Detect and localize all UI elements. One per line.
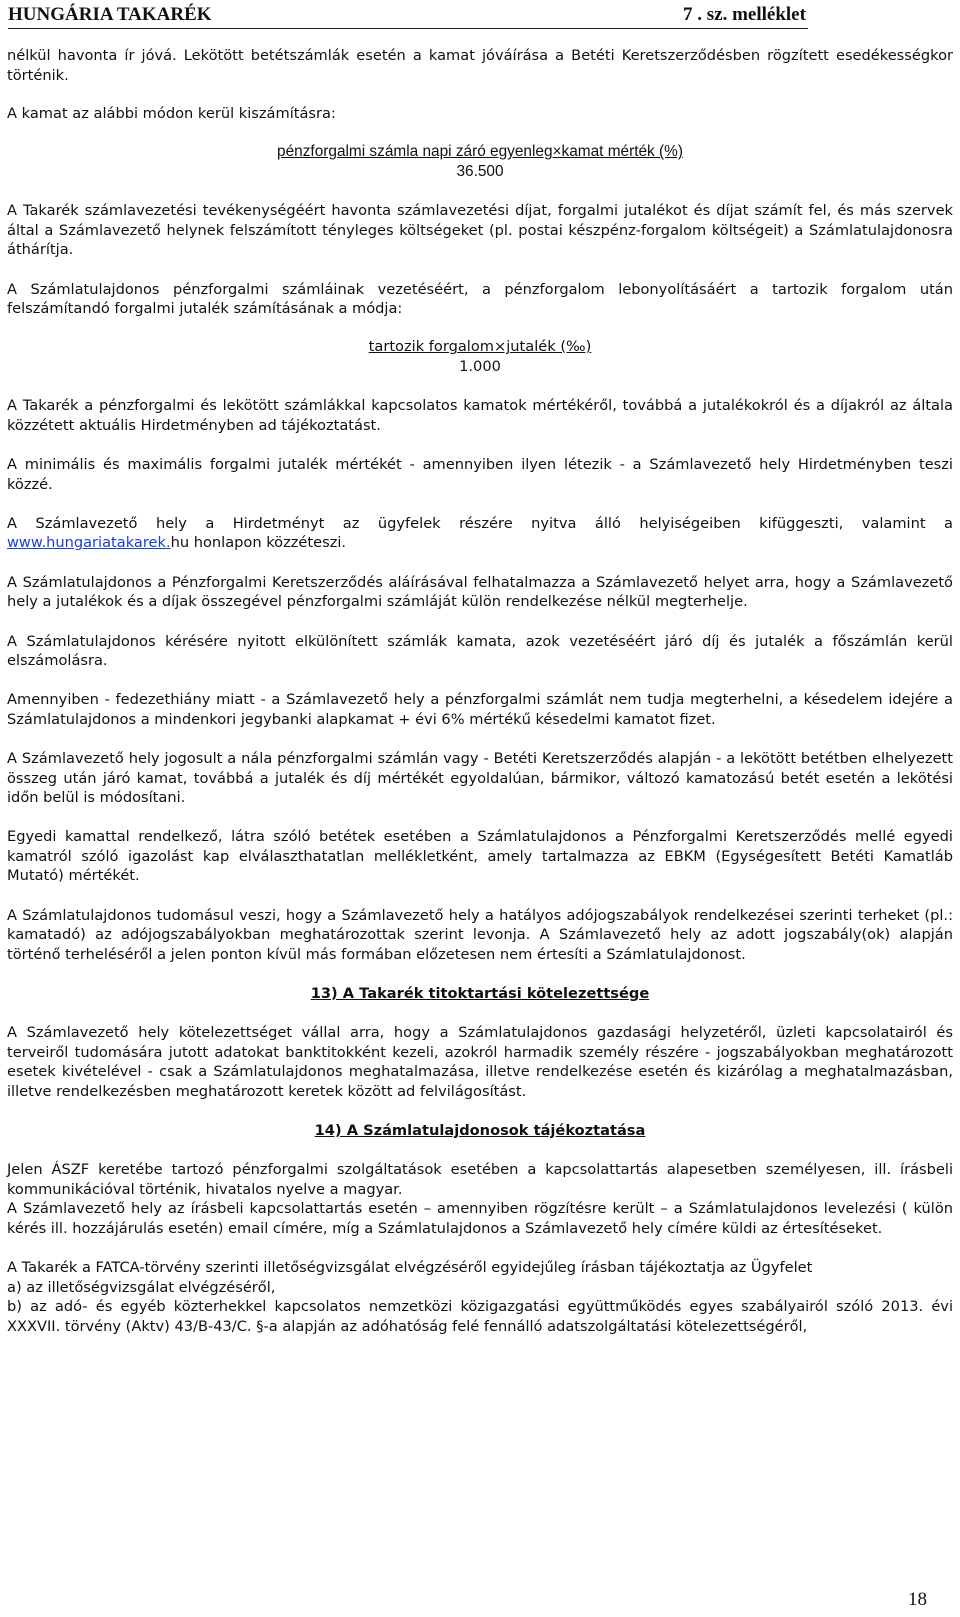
header-annex-label: 7 . sz. melléklet xyxy=(683,4,806,25)
publication-text-after: hu honlapon közzéteszi. xyxy=(170,534,347,552)
document-body xyxy=(7,46,953,1336)
commission-formula-denominator: 1.000 xyxy=(459,357,501,375)
interest-formula xyxy=(7,142,953,181)
commission-formula xyxy=(7,337,953,376)
paragraph-separate-accounts: A Számlatulajdonos kérésére nyitott elkülönített számlák kamata, azok vezetéséért járó díj és jutalék a főszámlán kerül elszámolásra. xyxy=(7,632,953,670)
paragraph-ebkm: Egyedi kamattal rendelkező, látra szóló betétek esetében a Számlatulajdonos a Pénzforgalmi Keretszerződés mellé egyedi kamatról szóló igazolást kap elválaszthatatlan mellékletként, amely tartalmazza az EBKM (Egységesített Betéti Kamatláb Mutató) mértékét. xyxy=(7,828,953,885)
interest-formula-denominator: 36.500 xyxy=(456,162,504,180)
paragraph-late-interest: Amennyiben - fedezethiány miatt - a Számlavezető hely a pénzforgalmi számlát nem tudja megterhelni, a késedelem idejére a Számlatulajdonos a mindenkori jegybanki alapkamat + évi 6% mértékű késedelmi kamatot fizet. xyxy=(7,691,953,728)
paragraph-fatca: A Takarék a FATCA-törvény szerinti illetőségvizsgálat elvégzéséről egyidejűleg írásban tájékoztatja az Ügyfelet xyxy=(7,1259,813,1277)
commission-formula-numerator: tartozik forgalom×jutalék (‰) xyxy=(368,338,592,356)
paragraph-fees: A Takarék számlavezetési tevékenységéért havonta számlavezetési díjat, forgalmi jutalékot és díjat számít fel, és más szervek által a Számlavezető helynek felszámított tényleges költségeket (pl. postai készpénz-forgalom költségeit) a Számlatulajdonosra áthárítja. xyxy=(7,202,953,259)
interest-formula-numerator: pénzforgalmi számla napi záró egyenleg×kamat mérték (%) xyxy=(277,143,683,161)
paragraph-announcement: A Takarék a pénzforgalmi és lekötött számlákkal kapcsolatos kamatok mértékéről, továbbá a jutalékokról és a díjakról az általa közzétett aktuális Hirdetményben ad tájékoztatást. xyxy=(7,397,953,434)
paragraph-interest-credit: nélkül havonta ír jóvá. Lekötött betétszámlák esetén a kamat jóváírása a Betéti Keretszerződésben rögzített esedékességkor történik. xyxy=(7,47,953,84)
paragraph-bank-secrecy: A Számlavezető hely kötelezettséget vállal arra, hogy a Számlatulajdonos gazdasági helyzetéről, üzleti kapcsolatairól és terveiről tudomására jutott adatokat banktitokként kezeli, azokról harmadik személy részére - jogszabályokban meghatározott esetek kivételével - csak a Számlatulajdonos meghatalmazása, illetve rendelkezése esetén és kizárólag a meghatalmazásban, illetve rendelkezésben meghatározott keretek között ad felvilágosítást. xyxy=(7,1024,953,1100)
section-heading-information: 14) A Számlatulajdonosok tájékoztatása xyxy=(314,1122,646,1140)
page-number: 18 xyxy=(908,1589,927,1610)
list-item-fatca-b: b) az adó- és egyéb közterhekkel kapcsolatos nemzetközi közigazgatási együttműködés egyes szabályairól szóló 2013. évi XXXVII. törvény (Aktv) 43/B-43/C. §-a alapján az adóhatóság felé fennálló adatszolgáltatási kötelezettségéről, xyxy=(7,1298,953,1335)
list-item-fatca-a: a) az illetőségvizsgálat elvégzéséről, xyxy=(7,1278,276,1296)
paragraph-notifications: A Számlavezető hely az írásbeli kapcsolattartás esetén – amennyiben rögzítésre került – a Számlatulajdonos levelezési ( külön kérés ill. hozzájárulás esetén) email címére, míg a Számlatulajdonos a Számlavezető hely címére küldi az értesítéseket. xyxy=(7,1200,953,1237)
paragraph-publication xyxy=(7,514,953,553)
paragraph-rate-modification: A Számlavezető hely jogosult a nála pénzforgalmi számlán vagy - Betéti Keretszerződés alapján - a lekötött betétben elhelyezett összeg után járó kamat, továbbá a jutalék és díj mértékét egyoldalúan, bármikor, változó kamatozású betét esetén a lekötési időn belül is módosítani. xyxy=(7,750,953,807)
paragraph-commission-method: A Számlatulajdonos pénzforgalmi számláinak vezetéséért, a pénzforgalom lebonyolításáért a tartozik forgalom után felszámítandó forgalmi jutalék számításának a módja: xyxy=(7,280,953,318)
header-bank-name: HUNGÁRIA TAKARÉK xyxy=(8,4,212,25)
paragraph-min-max-commission: A minimális és maximális forgalmi jutalék mértékét - amennyiben ilyen létezik - a Számlavezető hely Hirdetményben teszi közzé. xyxy=(7,456,953,493)
paragraph-interest-calc-intro: A kamat az alábbi módon kerül kiszámításra: xyxy=(7,105,336,122)
page-header xyxy=(8,2,808,29)
paragraph-authorization: A Számlatulajdonos a Pénzforgalmi Keretszerződés aláírásával felhatalmazza a Számlavezető helyet arra, hogy a Számlavezető hely a jutalékok és a díjak összegével pénzforgalmi számláját külön rendelkezése nélkül megterhelje. xyxy=(7,573,953,611)
paragraph-communication: Jelen ÁSZF keretébe tartozó pénzforgalmi szolgáltatások esetében a kapcsolattartás alapesetben személyesen, ill. írásbeli kommunikációval történik, hivatalos nyelve a magyar. xyxy=(7,1161,953,1198)
website-link[interactable]: www.hungariatakarek. xyxy=(7,534,171,552)
publication-text-before: A Számlavezető hely a Hirdetményt az ügyfelek részére nyitva álló helyiségeiben kifüggeszti, valamint a xyxy=(7,514,953,532)
section-heading-confidentiality: 13) A Takarék titoktartási kötelezettsége xyxy=(310,985,650,1003)
paragraph-tax-deduction: A Számlatulajdonos tudomásul veszi, hogy a Számlavezető hely a hatályos adójogszabályok rendelkezései szerinti terheket (pl.: kamatadó) az adójogszabályokban meghatározottak szerint levonja. A Számlavezető hely az adott jogszabály(ok) alapján történő terheléséről a jelen ponton kívül más formában előzetesen nem értesíti a Számlatulajdonost. xyxy=(7,906,953,963)
